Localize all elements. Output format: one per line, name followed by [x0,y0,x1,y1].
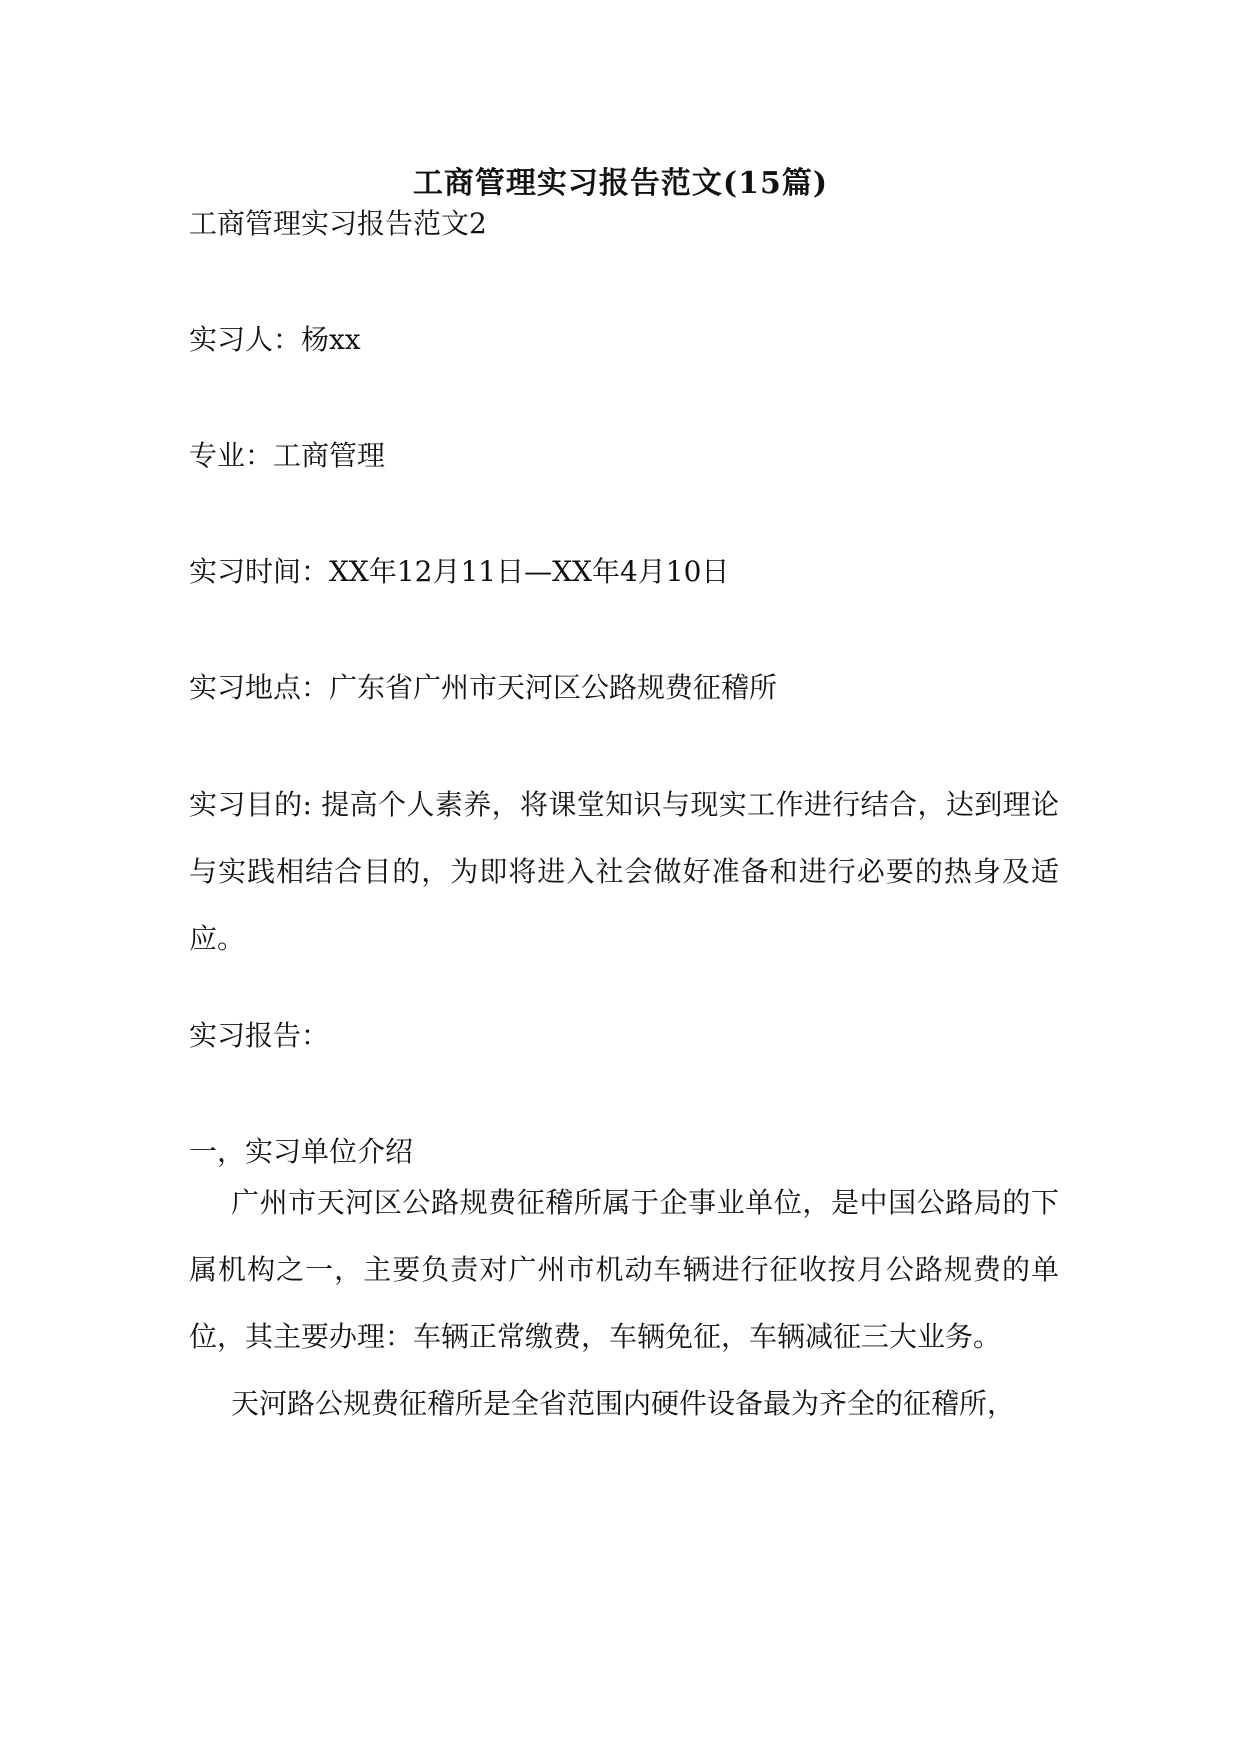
major-line: 专业：工商管理 [189,439,386,472]
intern-line: 实习人：杨xx [189,323,361,356]
document-subtitle: 工商管理实习报告范文2 [189,207,487,240]
section1-heading: 一，实习单位介绍 [189,1135,414,1168]
section1-paragraph-2: 天河路公规费征稽所是全省范围内硬件设备最为齐全的征稽所， [231,1387,1016,1420]
period-line: 实习时间：XX年12月11日—XX年4月10日 [189,555,730,588]
purpose-paragraph: 实习目的: 提高个人素养，将课堂知识与现实工作进行结合，达到理论与实践相结合目的，为即将进入社会做好准备和进行必要的热身及适应。 [189,788,1059,955]
section1-paragraph-1: 广州市天河区公路规费征稽所属于企事业单位，是中国公路局的下属机构之一，主要负责对广州市机动车辆进行征收按月公路规费的单位，其主要办理：车辆正常缴费，车辆免征，车辆减征三大业务。 [189,1186,1059,1353]
document-title: 工商管理实习报告范文(15篇) [412,166,829,201]
location-line: 实习地点：广东省广州市天河区公路规费征稽所 [189,671,778,704]
report-heading: 实习报告： [189,1019,330,1052]
